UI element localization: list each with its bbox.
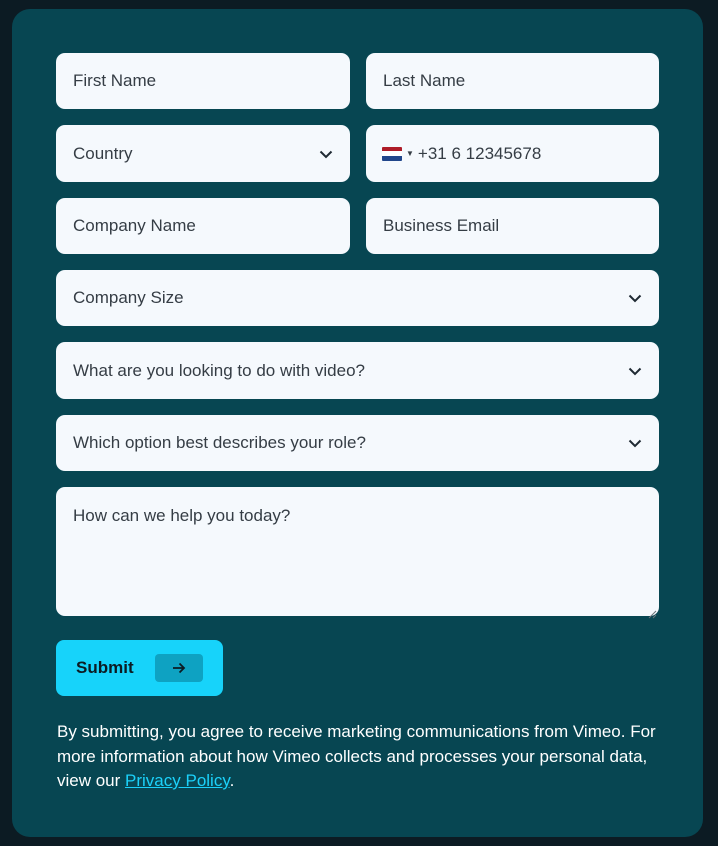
submit-button[interactable] [56,640,223,696]
company-size-placeholder: Company Size [73,288,184,307]
business-email-placeholder: Business Email [383,216,500,235]
chevron-down-icon [628,366,642,376]
legal-suffix: . [229,771,235,790]
company-size-select[interactable] [56,270,659,326]
help-placeholder: How can we help you today? [73,506,291,525]
submit-label: Submit [76,658,134,677]
last-name-placeholder: Last Name [383,71,466,90]
arrow-right-icon [155,654,203,682]
first-name-input[interactable] [56,53,350,109]
country-select[interactable] [56,125,350,182]
business-email-input[interactable] [366,198,659,254]
legal-disclaimer [57,720,677,794]
netherlands-flag-icon[interactable] [382,147,402,161]
video-use-select[interactable] [56,342,659,399]
chevron-down-icon [628,293,642,303]
role-placeholder: Which option best describes your role? [73,433,366,452]
chevron-down-icon [628,438,642,448]
phone-placeholder: +31 6 12345678 [417,143,542,163]
legal-text: By submitting, you agree to receive marketing communications from Vimeo. For more information about how Vimeo collects and processes your personal data, view our [57,722,656,790]
phone-input[interactable] [366,125,659,182]
caret-down-icon[interactable]: ▼ [406,149,414,158]
last-name-input[interactable] [366,53,659,109]
country-placeholder: Country [73,143,133,163]
company-name-input[interactable] [56,198,350,254]
video-use-placeholder: What are you looking to do with video? [73,360,366,380]
chevron-down-icon [319,149,333,159]
help-textarea[interactable] [56,487,659,616]
first-name-placeholder: First Name [73,71,157,90]
company-name-placeholder: Company Name [73,216,196,235]
resize-handle-icon[interactable] [647,604,657,614]
role-select[interactable] [56,415,659,471]
privacy-policy-link[interactable]: Privacy Policy [125,771,230,790]
